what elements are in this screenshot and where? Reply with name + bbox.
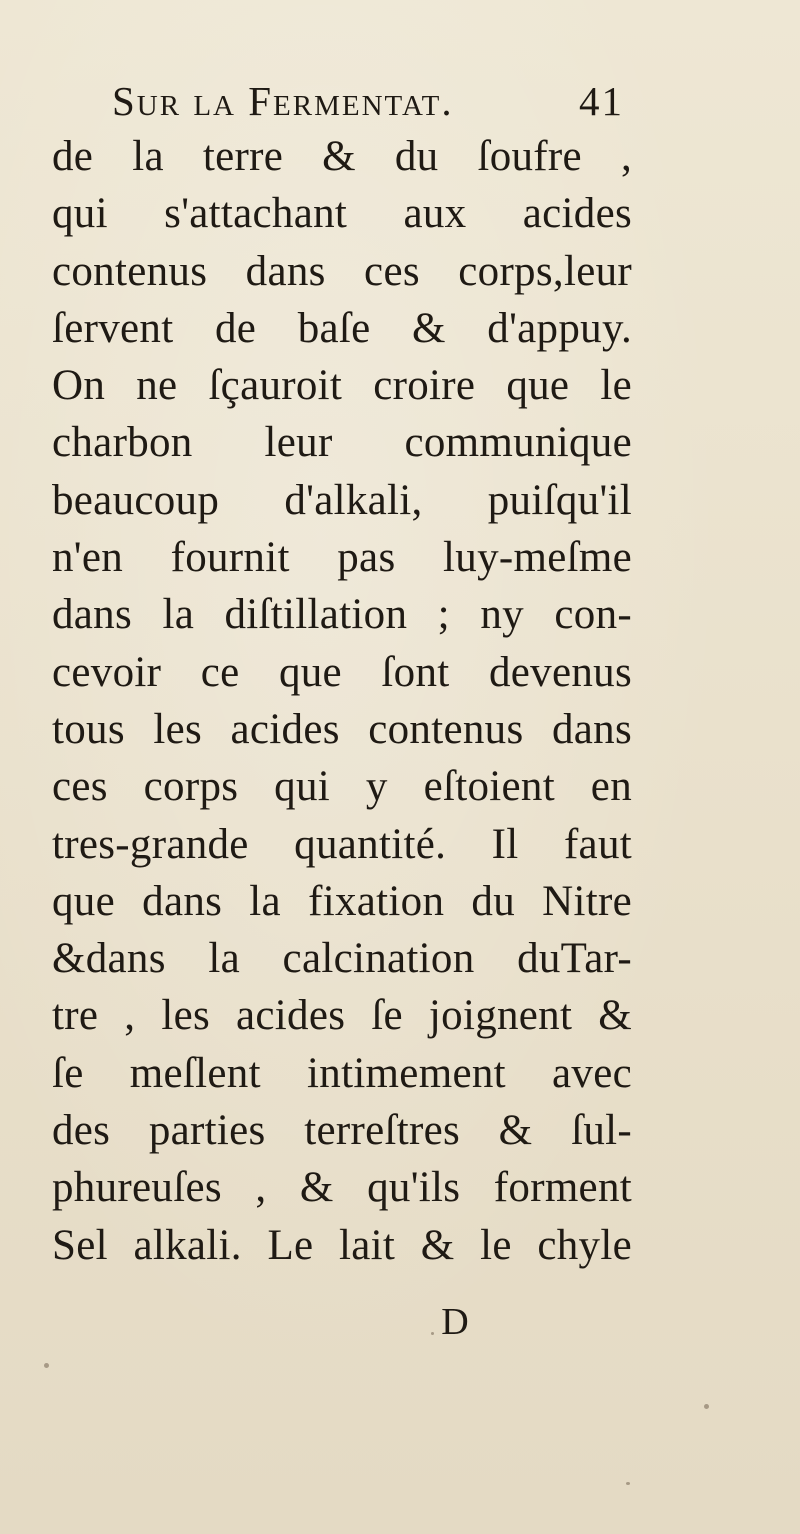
text-line: ſe meſlent intimement avec: [52, 1049, 632, 1097]
text-line: &dans la calcination duTar-: [52, 935, 632, 983]
text-line: phureuſes , & qu'ils forment: [52, 1164, 632, 1212]
text-line: qui s'attachant aux acides: [52, 190, 632, 238]
text-line: cevoir ce que ſont devenus: [52, 648, 632, 696]
text-line: beaucoup d'alkali, puiſqu'il: [52, 476, 632, 524]
text-line: ſervent de baſe & d'appuy.: [52, 304, 632, 352]
paper-spot: [704, 1404, 709, 1409]
text-line: n'en fournit pas luy-meſme: [52, 534, 632, 582]
text-line: On ne ſçauroit croire que le: [52, 362, 632, 410]
running-head-title: Sur la Fermentat.: [112, 78, 454, 124]
text-line: charbon leur communique: [52, 419, 632, 467]
paper-spot: [626, 1482, 630, 1485]
text-line: tre , les acides ſe joignent &: [52, 992, 632, 1040]
text-line: tres-grande quantité. Il faut: [52, 820, 632, 868]
signature-mark: D: [441, 1301, 469, 1343]
running-head: [112, 76, 632, 126]
paper-spot: [44, 1363, 49, 1368]
text-line: dans la diſtillation ; ny con-: [52, 591, 632, 639]
body-text: [52, 128, 632, 1274]
text-line: ces corps qui y eſtoient en: [52, 763, 632, 811]
text-line: de la terre & du ſoufre ,: [52, 133, 632, 180]
text-line: des parties terreſtres & ſul-: [52, 1107, 632, 1155]
paper-spot: [431, 1332, 434, 1335]
text-line: tous les acides contenus dans: [52, 705, 632, 753]
text-line: que dans la fixation du Nitre: [52, 877, 632, 925]
text-line: contenus dans ces corps,leur: [52, 247, 632, 295]
text-line: Sel alkali. Le lait & le chyle: [52, 1221, 632, 1269]
page-number: 41: [579, 78, 624, 124]
